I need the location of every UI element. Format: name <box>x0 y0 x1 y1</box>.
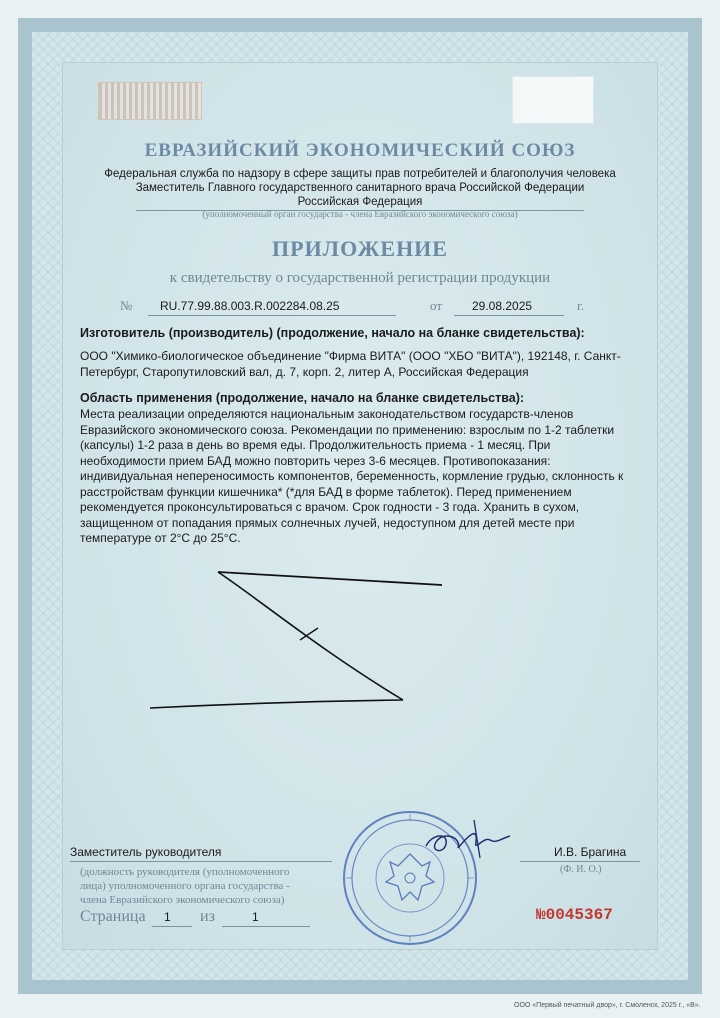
position-caption-2: лица) уполномоченного органа государства - <box>80 880 290 892</box>
scope-text: Места реализации определяются национальным законодательством государств-членов Евразийского экономического союза. Рекомендации по применению: взрослым по 1-2 таблетки (капсулы) 1-2 раза в день во время еды. Продолжительность приема - 1 месяц. При необходимости прием БАД можно повторить через 3-6 месяцев. Противопоказания: индивидуальная непереносимость компонентов, беременность, кормление грудью, склонность к расстройствам функции кишечника* (*для БАД в форме таблеток). Перед применением рекомендуется проконсультироваться с врачом. Срок годности - 3 года. Хранить в сухом, защищенном от попадания прямых солнечных лучей, недоступном для детей месте при температуре от 2°С до 25°С. <box>80 407 624 545</box>
signatory-position: Заместитель руководителя <box>70 845 222 859</box>
name-caption: (Ф. И. О.) <box>560 864 602 875</box>
position-caption-1: (должность руководителя (уполномоченного <box>80 866 290 878</box>
position-caption-3: члена Евразийского экономического союза) <box>80 894 285 906</box>
authority-caption: (уполномоченный орган государства - члена Евразийского экономического союза) <box>202 209 518 219</box>
page-number: 1 <box>164 910 171 924</box>
of-label: из <box>200 908 215 925</box>
name-underline <box>520 861 640 862</box>
page-underline <box>152 926 192 927</box>
manufacturer-heading: Изготовитель (производитель) (продолжение, начало на бланке свидетельства): <box>80 326 585 340</box>
printer-imprint: ООО «Первый печатный двор», г. Смоленск, 2025 г., «В». <box>514 1002 701 1009</box>
signatory-name: И.В. Брагина <box>554 845 627 859</box>
authority-line-1: Федеральная служба по надзору в сфере защиты прав потребителей и благополучия человека <box>104 168 616 180</box>
handwritten-signature <box>418 812 518 864</box>
number-label: № <box>120 298 133 313</box>
registration-date: 29.08.2025 <box>472 299 533 313</box>
appendix-subtitle: к свидетельству о государственной регистрации продукции <box>169 270 551 286</box>
blank-serial-number: №0045367 <box>536 906 613 924</box>
appendix-title: ПРИЛОЖЕНИЕ <box>272 236 448 261</box>
authority-line-3: Российская Федерация <box>297 196 423 208</box>
year-suffix: г. <box>577 298 585 313</box>
union-title: ЕВРАЗИЙСКИЙ ЭКОНОМИЧЕСКИЙ СОЮЗ <box>144 140 576 161</box>
scope-heading: Область применения (продолжение, начало на бланке свидетельства): <box>80 391 525 405</box>
manufacturer-text: ООО "Химико-биологическое объединение "Фирма ВИТА" (ООО "ХБО "ВИТА"), 192148, г. Санкт-Петербург, Старопутиловский вал, д. 7, корп. 2, литер А, Российская Федерация <box>80 349 621 379</box>
total-pages: 1 <box>252 910 259 924</box>
page-label: Страница <box>80 908 146 925</box>
position-underline <box>70 861 332 862</box>
date-label: от <box>430 298 443 313</box>
total-underline <box>222 926 310 927</box>
registration-number: RU.77.99.88.003.R.002284.08.25 <box>160 299 340 313</box>
authority-line-2: Заместитель Главного государственного санитарного врача Российской Федерации <box>135 182 585 194</box>
